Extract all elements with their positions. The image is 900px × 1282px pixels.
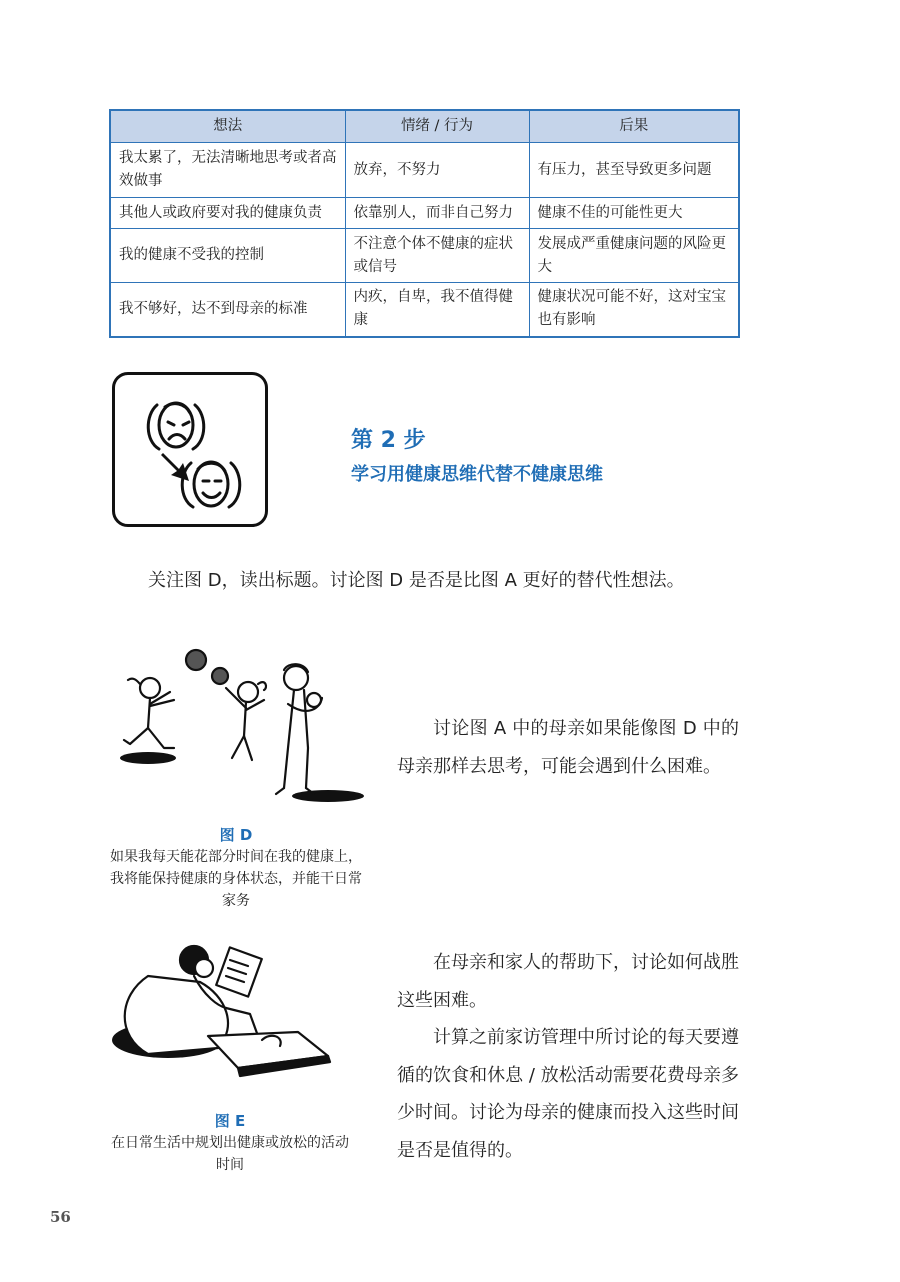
- table-row: [110, 143, 739, 198]
- thoughts-table: [109, 109, 740, 338]
- table-cell: 健康状况可能不好，这对宝宝也有影响: [529, 283, 739, 337]
- step-title: 第 2 步: [351, 428, 426, 453]
- figure-e-caption: 在日常生活中规划出健康或放松的活动时间: [111, 1135, 349, 1173]
- table-row: [110, 283, 739, 337]
- table-cell: 有压力，甚至导致更多问题: [529, 143, 739, 198]
- table-cell: 我不够好，达不到母亲的标准: [110, 283, 345, 337]
- table-cell: 健康不佳的可能性更大: [529, 198, 739, 229]
- header-consequence: 后果: [529, 110, 739, 143]
- header-thought: 想法: [110, 110, 345, 143]
- discussion-paragraph-1: 讨论图 A 中的母亲如果能像图 D 中的母亲那样去思考，可能会遇到什么困难。: [397, 718, 739, 777]
- figure-e-illustration: [108, 936, 342, 1086]
- figure-d-illustration: [108, 648, 364, 820]
- discussion-paragraph-2: 在母亲和家人的帮助下，讨论如何战胜这些困难。: [397, 952, 739, 1011]
- header-emotion-behavior: 情绪 / 行为: [345, 110, 529, 143]
- table-row: [110, 229, 739, 283]
- discussion-paragraph-3: 计算之前家访管理中所讨论的每天要遵循的饮食和休息 / 放松活动需要花费母亲多少时间。讨论为母亲的健康而投入这些时间是否是值得的。: [397, 1027, 739, 1161]
- figure-d-caption: 如果我每天能花部分时间在我的健康上，我将能保持健康的身体状态，并能干日常家务: [110, 849, 362, 909]
- table-cell: 其他人或政府要对我的健康负责: [110, 198, 345, 229]
- intro-paragraph: 关注图 D，读出标题。讨论图 D 是否是比图 A 更好的替代性想法。: [148, 570, 685, 591]
- figure-e-label: 图 E: [214, 1112, 246, 1130]
- table-cell: 发展成严重健康问题的风险更大: [529, 229, 739, 283]
- table-cell: 放弃，不努力: [345, 143, 529, 198]
- table-cell: 不注意个体不健康的症状或信号: [345, 229, 529, 283]
- table-cell: 依靠别人，而非自己努力: [345, 198, 529, 229]
- figure-d-label: 图 D: [219, 826, 253, 844]
- table-cell: 我的健康不受我的控制: [110, 229, 345, 283]
- table-cell: 内疚，自卑，我不值得健康: [345, 283, 529, 337]
- step-subtitle: 学习用健康思维代替不健康思维: [351, 464, 603, 485]
- page-number: 56: [50, 1208, 71, 1226]
- table-row: [110, 198, 739, 229]
- sad-to-happy-face-icon: [115, 375, 265, 524]
- table-cell: 我太累了，无法清晰地思考或者高效做事: [110, 143, 345, 198]
- table-header-row: [110, 110, 739, 143]
- step-icon: [112, 372, 268, 527]
